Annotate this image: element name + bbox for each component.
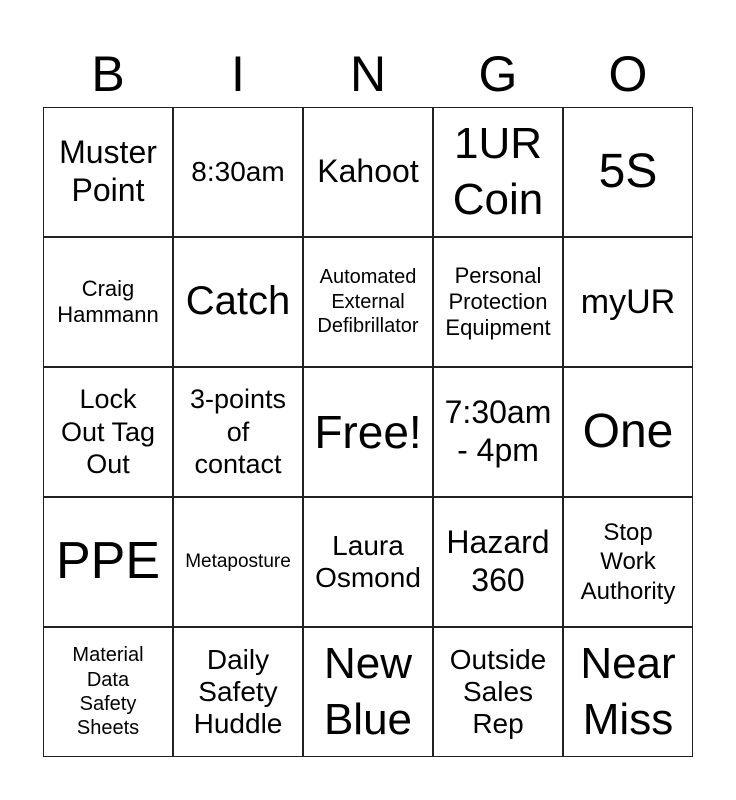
header-letter-i: I bbox=[231, 46, 245, 102]
bingo-cell[interactable]: Outside Sales Rep bbox=[433, 627, 563, 757]
bingo-header bbox=[43, 40, 693, 108]
bingo-cell[interactable]: Near Miss bbox=[563, 627, 693, 757]
bingo-grid bbox=[43, 107, 693, 757]
bingo-cell[interactable]: Laura Osmond bbox=[303, 497, 433, 627]
bingo-cell[interactable]: Muster Point bbox=[43, 107, 173, 237]
bingo-cell[interactable]: myUR bbox=[563, 237, 693, 367]
bingo-cell[interactable]: Metaposture bbox=[173, 497, 303, 627]
bingo-cell[interactable]: Craig Hammann bbox=[43, 237, 173, 367]
header-letter-g: G bbox=[478, 46, 518, 102]
header-letter-b: B bbox=[91, 46, 125, 102]
bingo-cell[interactable]: 8:30am bbox=[173, 107, 303, 237]
bingo-cell[interactable]: Automated External Defibrillator bbox=[303, 237, 433, 367]
bingo-cell[interactable]: 3-points of contact bbox=[173, 367, 303, 497]
bingo-cell[interactable]: New Blue bbox=[303, 627, 433, 757]
bingo-cell[interactable]: Personal Protection Equipment bbox=[433, 237, 563, 367]
bingo-cell[interactable]: Hazard 360 bbox=[433, 497, 563, 627]
bingo-cell[interactable]: Catch bbox=[173, 237, 303, 367]
bingo-cell[interactable]: Stop Work Authority bbox=[563, 497, 693, 627]
bingo-cell[interactable]: One bbox=[563, 367, 693, 497]
bingo-cell[interactable]: Daily Safety Huddle bbox=[173, 627, 303, 757]
header-letter-n: N bbox=[349, 46, 387, 102]
bingo-cell[interactable]: Free! bbox=[303, 367, 433, 497]
bingo-cell[interactable]: Material Data Safety Sheets bbox=[43, 627, 173, 757]
bingo-cell[interactable]: 1UR Coin bbox=[433, 107, 563, 237]
bingo-cell[interactable]: PPE bbox=[43, 497, 173, 627]
bingo-cell[interactable]: 5S bbox=[563, 107, 693, 237]
header-letter-o: O bbox=[608, 46, 648, 102]
bingo-cell[interactable]: Lock Out Tag Out bbox=[43, 367, 173, 497]
bingo-cell[interactable]: Kahoot bbox=[303, 107, 433, 237]
bingo-cell[interactable]: 7:30am - 4pm bbox=[433, 367, 563, 497]
